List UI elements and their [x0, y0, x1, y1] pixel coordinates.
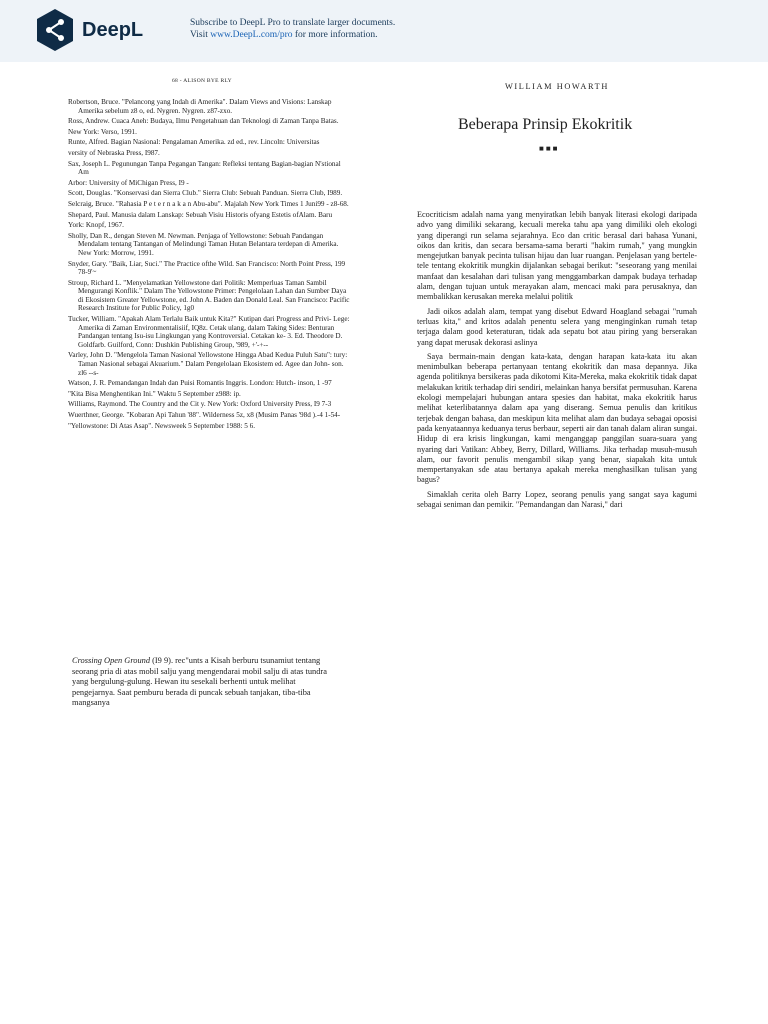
reference-entry: Wuerthner, George. "Kobaran Api Tahun '88". Wilderness 5z, x8 (Musim Panas '98d ).-4 1-54-	[68, 411, 341, 419]
reference-entry: New York: Verso, 1991.	[68, 127, 137, 136]
reference-entry: Sholly, Dan R., dengan Steven M. Newman. Penjaga of Yellowstone: Sebuah Pandangan Mendalam tentang Tantangan of Melindungi Taman Hutan Belantara terdepan di Amerika. New York: Morrow, 1991.	[68, 231, 339, 257]
promo-suffix: for more information.	[292, 30, 378, 40]
promo-line-1: Subscribe to DeepL Pro to translate larger documents.	[190, 18, 396, 28]
promo-prefix: Visit	[190, 30, 211, 40]
reference-entry: Scott, Douglas. "Konservasi dan Sierra Club." Sierra Club: Sebuah Panduan. Sierra Club, I989.	[68, 189, 343, 198]
reference-entry: "Yellowstone: Di Atas Asap". Newsweek 5 September 1988: 5 6.	[68, 421, 256, 430]
reference-entry: Arbor: University of MiChigan Press, I9 -	[68, 178, 189, 187]
body-paragraph: Jadi oikos adalah alam, tempat yang disebut Edward Hoagland sebagai "rumah terluas kita," and kritos adalah penentu selera yang menginginkan rumah tetap terjaga dalam good keteraturan, tidak ada sepatu bot atau piring yang berserakan yang dapat merusak dekorasi aslinya	[417, 306, 697, 347]
promo-text	[190, 17, 395, 41]
chapter-title: Beberapa Prinsip Ekokritik	[458, 116, 633, 133]
reference-entry: Robertson, Bruce. "Pelancong yang Indah di Amerika". Dalam Views and Visions: Lanskap Amerika sebelum z8 o, ed. Nygren. Nygren. z87-zxo.	[68, 98, 332, 115]
reference-entry: versity of Nebraska Press, I987.	[68, 148, 160, 157]
crossing-text: (I9 9). rec"unts a Kisah berburu tsunamiut tentang seorang pria di atas mobil salju yang mengendarai mobil salju di atas tundra yang bergulung-gulung. Hewan itu sesekali berhenti untuk melihat pengejarnya. Saat pemburu berada di puncak sebuah tanjakan, tiba-tiba mangsanya	[72, 656, 327, 707]
reference-entry: Snyder, Gary. "Baik, Liar, Suci." The Practice ofthe Wild. San Francisco: North Point Press, 199 78-9'~	[68, 259, 346, 277]
reference-entry: "Kita Bisa Menghentikan Ini." Waktu 5 September z988: ip.	[68, 389, 241, 398]
crossing-title: Crossing Open Ground	[72, 656, 151, 665]
deepl-logo-icon	[36, 8, 74, 52]
reference-entry: Stroup, Richard L. "Menyelamatkan Yellowstone dari Politik: Memperluas Taman Sambil Mengurangi Konflik." Dalam The Yellowstone Primer: Pengelolaan Lahan dan Sumber Daya di Ekosistem Greater Yellowstone, ed. John A. Baden dan Donald Leal. San Francisco: Pacific Research Institute for Public Policy, 1g0	[68, 278, 350, 313]
reference-entry: Williams, Raymond. The Country and the Cit y. New York: Oxford University Press, I9 7-3	[68, 400, 332, 409]
reference-entry: Shepard, Paul. Manusia dalam Lanskap: Sebuah Visiu Historis ofyang Estetis ofAlam. Baru	[68, 210, 333, 219]
title-ornament: ■■■	[539, 144, 560, 153]
deepl-banner	[0, 0, 768, 62]
deepl-pro-link[interactable]: www.DeepL.com/pro	[210, 30, 293, 40]
body-paragraph: Saya bermain-main dengan kata-kata, dengan harapan kata-kata itu akan menimbulkan beberapa pertanyaan tentang ekokritik dan masa depannya. Jika agenda politiknya bersikeras pada dikotomi Kita-Mereka, maka ekokritik tidak dapat melakukan kritik terhadap diri sendiri, melainkan hanya bersifat permusuhan. Karena ekologi mempelajari hubungan antara spesies dan habitat, maka ekokritik harus melihat keterlibatannya dalam apa yang diserang. Semua penulis dan kritikus terjebak dengan bahasa, dan meskipun kita melihat alam dan budaya sebagai oposisi pada kenyataannya keduanya terus berbaur, seperti air dan tanah dalam aliran sungai. Hidup di era krisis lingkungan, kami menganggap panggilan suara-suara yang nyaring dari Vatikan: Abbey, Berry, Dillard, Williams. Jika terhadap musuh-musuh alam, our favorit penulis mengambil sikap yang benar, siapakah kita untuk mempertanyakan sde atau bertanya apakah mereka menghasilkan tulisan yang bagus?	[417, 351, 697, 485]
chapter-author: WILLIAM HOWARTH	[505, 82, 609, 91]
reference-entry: Selcraig, Bruce. "Rahasia P e t e r n a k a n Abu-abu". Majalah New York Times 1 Juni99 - z8-68.	[68, 199, 349, 208]
promo-line-2	[190, 29, 395, 41]
body-paragraph: Ecocriticism adalah nama yang menyiratkan lebih banyak literasi ekologi daripada advo yang dimiliki sekarang, kecuali mereka tahu apa yang dimiliki oleh ekologi yang diperangi run selama sejarahnya. Eco dan critic berasal dari bahasa Yunani, oikos dan kritis, dan secara bersama-sama berarti "hakim rumah," yang mungkin mengejutkan banyak pecinta tulisan hijau dan luar ruangan. Penjelasan yang bertele-tele tentang ekokritik mungkin dijalankan sebagai berikut: "seseorang yang menilai manfaat dan kesalahan dari tulisan yang menggambarkan dampak budaya terhadap alam, dengan tujuan untuk merayakan alam, mencaci maki para perusaknya, dan membalikkan kerusakan mereka melalui politik	[417, 210, 697, 302]
reference-entry: Ross, Andrew. Cuaca Aneh: Budaya, Ilmu Pengetahuan dan Teknologi di Zaman Tanpa Batas.	[68, 117, 339, 126]
crossing-excerpt	[72, 656, 330, 709]
reference-entry: Tucker, William. "Apakah Alam Terlalu Baik untuk Kita?" Kutipan dari Progress and Privi- Lege: Amerika di Zaman Environmentalisiif, IQ8z. Cetak ulang, dalam Taking Sides: Benturan Pandangan tentang Isu-isu Lingkungan yang Kontroversial. Cetakan ke- 3. Ed. Theodore D. Goldfarb. Guilford, Conn: Dushkin Publishing Group, '989, +'-+--	[68, 315, 350, 349]
body-paragraph: Simaklah cerita oleh Barry Lopez, seorang penulis yang sangat saya kagumi sebagai seniman dan pemikir. "Pemandangan dan Narasi," dari	[417, 489, 697, 510]
deepl-logo[interactable]	[36, 8, 143, 52]
reference-entry: Varley, John D. "Mengelola Taman Nasional Yellowstone Hingga Abad Kedua Puluh Satu": tury: Taman Nasional sebagai Akuarium." Dalam Pengelolaan Ekosistem ed. Agee dan John- son. zl6 --s-	[68, 351, 348, 377]
left-page	[0, 62, 384, 1024]
right-page	[384, 62, 768, 1024]
running-head: 68 - ALISON BYE RLY	[172, 78, 232, 84]
deepl-brand-name: DeepL	[82, 18, 144, 41]
reference-entry: Runte, Alfred. Bagian Nasional: Pengalaman Amerika. zd ed., rev. Lincoln: Universitas	[68, 138, 320, 147]
chapter-body	[417, 210, 697, 514]
reference-list	[68, 98, 352, 432]
reference-entry: Sax, Joseph L. Pegunungan Tanpa Pegangan Tangan: Refleksi tentang Bagian-bagian N'stional Am	[68, 159, 341, 177]
reference-entry: Watson, J. R. Pemandangan Indah dan Puisi Romantis Inggris. London: Hutch- inson, 1 -97	[68, 379, 332, 388]
reference-entry: York: Knopf, 1967.	[68, 221, 124, 230]
